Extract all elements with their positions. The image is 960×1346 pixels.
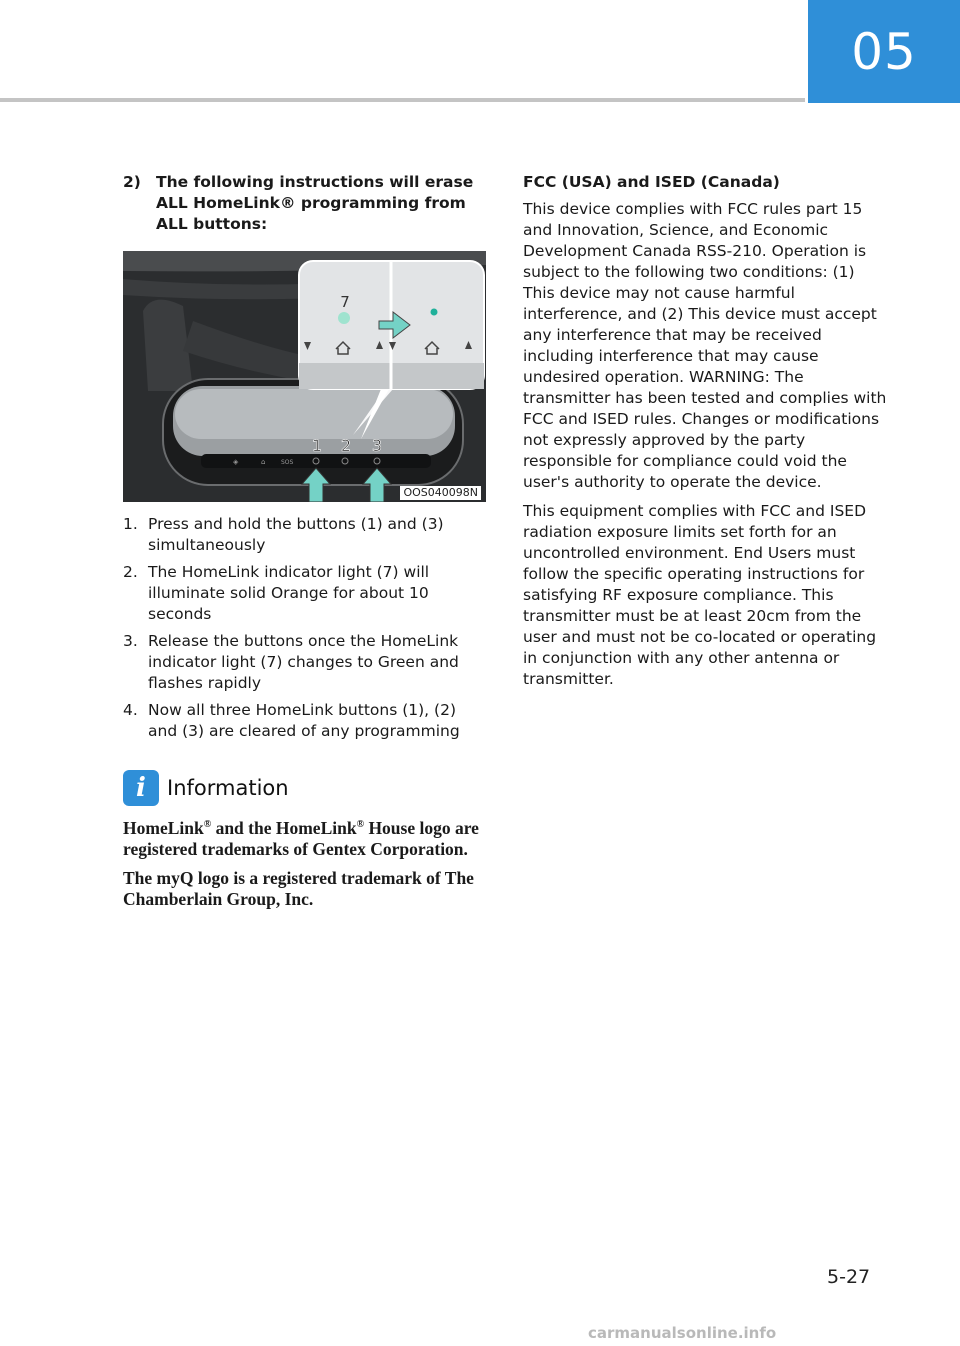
- rf-exposure-paragraph: This equipment complies with FCC and ISED radiation exposure limits set forth for an uncontrolled environment. End Users must follow the specific operating instructions for satisfying RF exposure compliance. This transmitter must be at least 20cm from the user and must not be co-located or operating in conjunction with any other antenna or transmitter.: [523, 502, 877, 688]
- header-rule: [0, 98, 805, 102]
- mirror-icon-1: ◈: [233, 458, 239, 466]
- callout-3: 3: [371, 436, 383, 455]
- indicator-light-green: [431, 309, 438, 316]
- list-item: 3. Release the buttons once the HomeLink indicator light (7) changes to Green and flashes rapidly: [123, 632, 459, 692]
- callout-2: 2: [340, 436, 352, 455]
- mirror-icon-2: ⌂: [261, 458, 266, 466]
- list-item: 1. Press and hold the buttons (1) and (3) simultaneously: [123, 515, 444, 554]
- list-item: 4. Now all three HomeLink buttons (1), (2) and (3) are cleared of any programming: [123, 701, 460, 740]
- callout-7: 7: [340, 293, 350, 311]
- information-title: Information: [167, 776, 289, 800]
- mirror-illustration: [123, 251, 486, 502]
- fcc-compliance-paragraph: This device complies with FCC rules part 15 and Innovation, Science, and Economic Development Canada RSS-210. Operation is subject to the following two conditions: (1) This device may not cause harmful interference, and (2) This device must accept any interference that may be received including interference that may cause undesired operation. WARNING: The transmitter has been tested and complies with FCC and ISED rules. Changes or modifications not expressly approved by the party responsible for compliance could void the user's authority to operate the device.: [523, 200, 887, 491]
- indicator-light-orange: [338, 312, 350, 324]
- section-heading-number: 2): [123, 173, 141, 191]
- watermark: carmanualsonline.info: [588, 1324, 777, 1342]
- page-number: 5-27: [827, 1266, 871, 1288]
- left-column: [123, 172, 488, 918]
- callout-1: 1: [311, 436, 323, 455]
- right-column: [523, 172, 888, 698]
- information-heading: [123, 770, 488, 806]
- figure-code: OOS040098N: [400, 486, 481, 500]
- section-heading: [123, 172, 488, 235]
- mirror-sos-label: SOS: [281, 459, 294, 466]
- section-heading-text: The following instructions will erase ALL HomeLink® programming from ALL buttons:: [156, 173, 474, 233]
- trademark-note-homelink: HomeLink® and the HomeLink® House logo are registered trademarks of Gentex Corporation.: [123, 817, 479, 859]
- information-icon: i: [123, 770, 159, 806]
- fcc-heading: FCC (USA) and ISED (Canada): [523, 173, 780, 191]
- erase-steps-list: [123, 514, 488, 742]
- trademark-note-myq: The myQ logo is a registered trademark of The Chamberlain Group, Inc.: [123, 867, 474, 909]
- information-body: [123, 814, 488, 910]
- list-item: 2. The HomeLink indicator light (7) will illuminate solid Orange for about 10 seconds: [123, 563, 430, 623]
- chapter-tab: 05: [808, 0, 960, 103]
- rearview-mirror-figure: [123, 251, 486, 502]
